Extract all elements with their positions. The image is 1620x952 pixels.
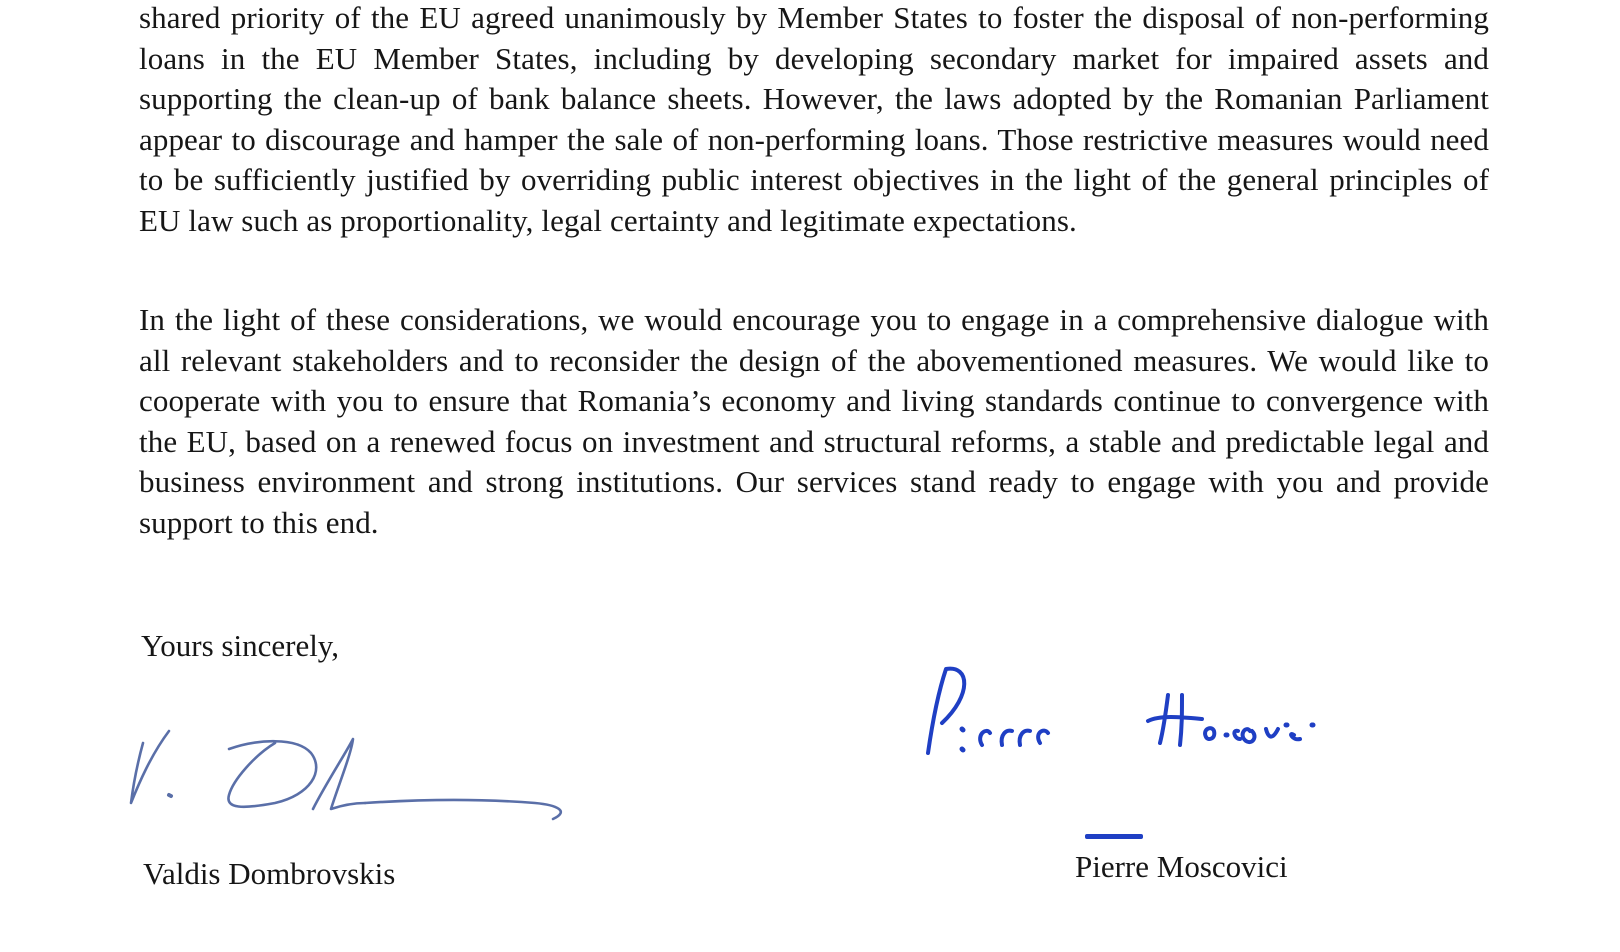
signature-dombrovskis (125, 725, 595, 845)
signature-underline (1085, 834, 1143, 839)
letter-paragraph: In the light of these considerations, we would encourage you to engage in a comprehensive dialogue with all relevant stakeholders and to reconsider the design of the abovementioned measures. We would like to cooperate with you to ensure that Romania’s economy and living standards continue to convergence with the EU, based on a renewed focus on investment and structural reforms, a stable and predictable legal and business environment and strong institutions. Our services stand ready to engage with you and provide support to this end. (139, 302, 1489, 540)
signatory-name: Pierre Moscovici (1075, 849, 1288, 884)
signatory-name: Valdis Dombrovskis (143, 856, 396, 891)
closing-salutation: Yours sincerely, (141, 628, 340, 663)
signature-moscovici (920, 665, 1400, 785)
letter-paragraph: shared priority of the EU agreed unanimously by Member States to foster the disposal of non-performing loans in the EU Member States, including by developing secondary market for impaired assets and supporting the clean-up of bank balance sheets. However, the laws adopted by the Romanian Parliament appear to discourage and hamper the sale of non-performing loans. Those restrictive measures would need to be sufficiently justified by overriding public interest objectives in the light of the general principles of EU law such as proportionality, legal certainty and legitimate expectations. (139, 0, 1489, 238)
